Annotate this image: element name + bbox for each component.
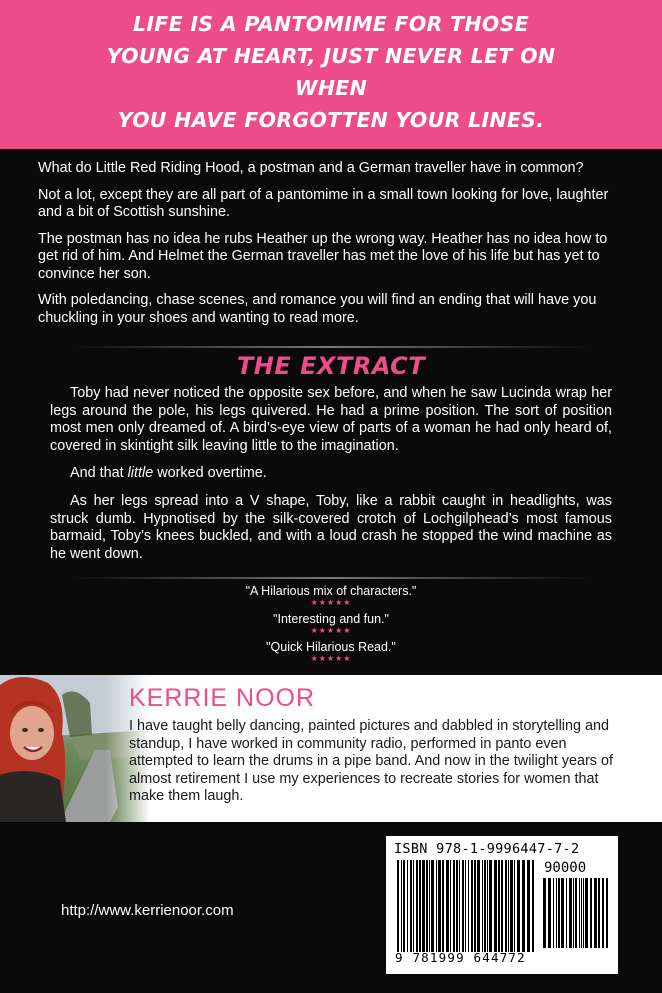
barcode-bar: [561, 878, 564, 948]
barcode-bar: [501, 860, 503, 952]
star-rating-icon: ★★★★★: [310, 654, 352, 663]
isbn-label: ISBN 978-1-9996447-7-2: [394, 841, 580, 857]
barcode-bar: [401, 860, 402, 952]
barcode-bar: [494, 860, 497, 952]
price-addon-code: 90000: [544, 860, 587, 876]
author-portrait-illustration: [0, 675, 150, 822]
extract-paragraph: As her legs spread into a V shape, Toby, like a rabbit caught in headlights, was struck dumb. Hypnotised by the silk-covered crotch of Lochgilphead’s most famous barmaid, Toby’s knees buckled, and with a loud crash he stopped the wind machine as he went down.: [50, 492, 612, 562]
barcode-bar: [446, 860, 449, 952]
barcode-bar: [484, 860, 486, 952]
tagline: [71, 8, 591, 136]
extract-heading: THE EXTRACT: [236, 352, 426, 380]
tagline-line: YOUNG AT HEART, JUST NEVER LET ON WHEN: [106, 43, 556, 100]
tagline-line: YOU HAVE FORGOTTEN YOUR LINES.: [117, 107, 545, 132]
star-rating-icon: ★★★★★: [310, 598, 352, 607]
barcode-bar: [558, 878, 560, 948]
barcode-bar: [553, 878, 554, 948]
barcode-bar: [426, 860, 428, 952]
review: [0, 612, 662, 636]
author-photo: [0, 675, 150, 822]
barcode-bar: [594, 878, 597, 948]
barcode-bar: [514, 860, 515, 952]
section-divider: [70, 346, 590, 348]
extract-text-run: worked overtime.: [153, 465, 267, 482]
barcode-bar: [482, 860, 483, 952]
barcode-bar: [403, 860, 405, 952]
barcode-bar: [569, 878, 572, 948]
barcode-bar: [459, 860, 460, 952]
barcode-bar: [590, 878, 592, 948]
barcode-bar: [566, 878, 567, 948]
review: [0, 640, 662, 664]
blurb-paragraph: Not a lot, except they are all part of a pantomime in a small town looking for love, laughter and a bit of Scottish sunshine.: [38, 186, 609, 220]
barcode-bar: [606, 878, 608, 948]
barcode-bar: [508, 860, 509, 952]
barcode-bar: [474, 860, 476, 952]
blurb-paragraph: With poledancing, chase scenes, and romance you will find an ending that will have you chuckling in your shoes and wanting to read more.: [38, 292, 597, 326]
addon-barcode-bars: [543, 878, 609, 948]
barcode-bar: [556, 878, 557, 948]
barcode-bar: [505, 860, 507, 952]
barcode-bar: [585, 878, 588, 948]
barcode-bar: [397, 860, 399, 952]
barcode-bar: [517, 860, 520, 952]
extract-text-run: And that: [70, 465, 128, 482]
barcode-bar: [579, 878, 580, 948]
barcode-bar: [522, 860, 525, 952]
author-name: KERRIE NOOR: [129, 684, 316, 712]
barcode-bar: [487, 860, 488, 952]
ean-digits: 9 781999 644772: [395, 950, 526, 965]
ean-barcode-bars: [397, 860, 537, 952]
barcode-bar: [429, 860, 430, 952]
barcode-bar: [583, 878, 584, 948]
barcode-bar: [498, 860, 500, 952]
extract-paragraph: Toby had never noticed the opposite sex before, and when he saw Lucinda wrap her legs around the pole, his legs quivered. He had a prime position. The sort of position most men only dreamed of. A bird’s-eye view of parts of a woman he had only heard of, covered in skintight silk leaving little to the imagination.: [50, 385, 612, 454]
barcode-bar: [471, 860, 473, 952]
barcode-bar: [453, 860, 455, 952]
barcode-bar: [422, 860, 425, 952]
barcode-bar: [438, 860, 441, 952]
reviews: [0, 584, 662, 668]
review-quote: "Quick Hilarious Read.": [266, 640, 396, 654]
book-blurb: [38, 160, 628, 336]
tagline-banner: [0, 0, 662, 149]
barcode-bar: [407, 860, 408, 952]
tagline-line: LIFE IS A PANTOMIME FOR THOSE: [133, 11, 529, 36]
barcode-bar: [465, 860, 466, 952]
star-rating-icon: ★★★★★: [310, 626, 352, 635]
barcode-bar: [602, 878, 604, 948]
author-website-link[interactable]: http://www.kerrienoor.com: [61, 902, 234, 919]
review-quote: "A Hilarious mix of characters.": [245, 584, 417, 598]
barcode-bar: [413, 860, 414, 952]
barcode-bar: [527, 860, 530, 952]
barcode-bar: [510, 860, 513, 952]
barcode-bar: [489, 860, 492, 952]
barcode-bar: [431, 860, 434, 952]
extract-text: [50, 385, 612, 573]
barcode-bar: [543, 878, 546, 948]
section-divider: [70, 577, 590, 579]
extract-paragraph: [50, 465, 612, 483]
barcode-bar: [548, 878, 551, 948]
barcode-bar: [419, 860, 421, 952]
barcode-bar: [456, 860, 458, 952]
review: [0, 584, 662, 608]
barcode-bar: [581, 878, 582, 948]
barcode-bar: [573, 878, 574, 948]
barcode-bar: [532, 860, 534, 952]
review-quote: "Interesting and fun.": [273, 612, 389, 626]
blurb-paragraph: The postman has no idea he rubs Heather up the wrong way. Heather has no idea how to get rid of him. And Helmet the German traveller has met the love of his life but has yet to convince her son.: [38, 230, 608, 282]
barcode-bar: [575, 878, 577, 948]
barcode-bar: [477, 860, 480, 952]
barcode-bar: [416, 860, 418, 952]
barcode-bar: [442, 860, 444, 952]
barcode-bar: [598, 878, 600, 948]
blurb-paragraph: What do Little Red Riding Hood, a postman and a German traveller have in common?: [38, 160, 584, 176]
barcode-bar: [450, 860, 451, 952]
barcode-bar: [468, 860, 469, 952]
barcode-bar: [436, 860, 437, 952]
author-bio: I have taught belly dancing, painted pictures and dabbled in storytelling and standup, I have worked in community radio, performed in panto even attempted to learn the drums in a pipe band. And now in the twilight years of almost retirement I use my experiences to recreate stories for women that make them laugh.: [129, 718, 613, 805]
barcode-bar: [462, 860, 464, 952]
barcode-bar: [410, 860, 412, 952]
extract-emphasis: little: [127, 465, 154, 482]
